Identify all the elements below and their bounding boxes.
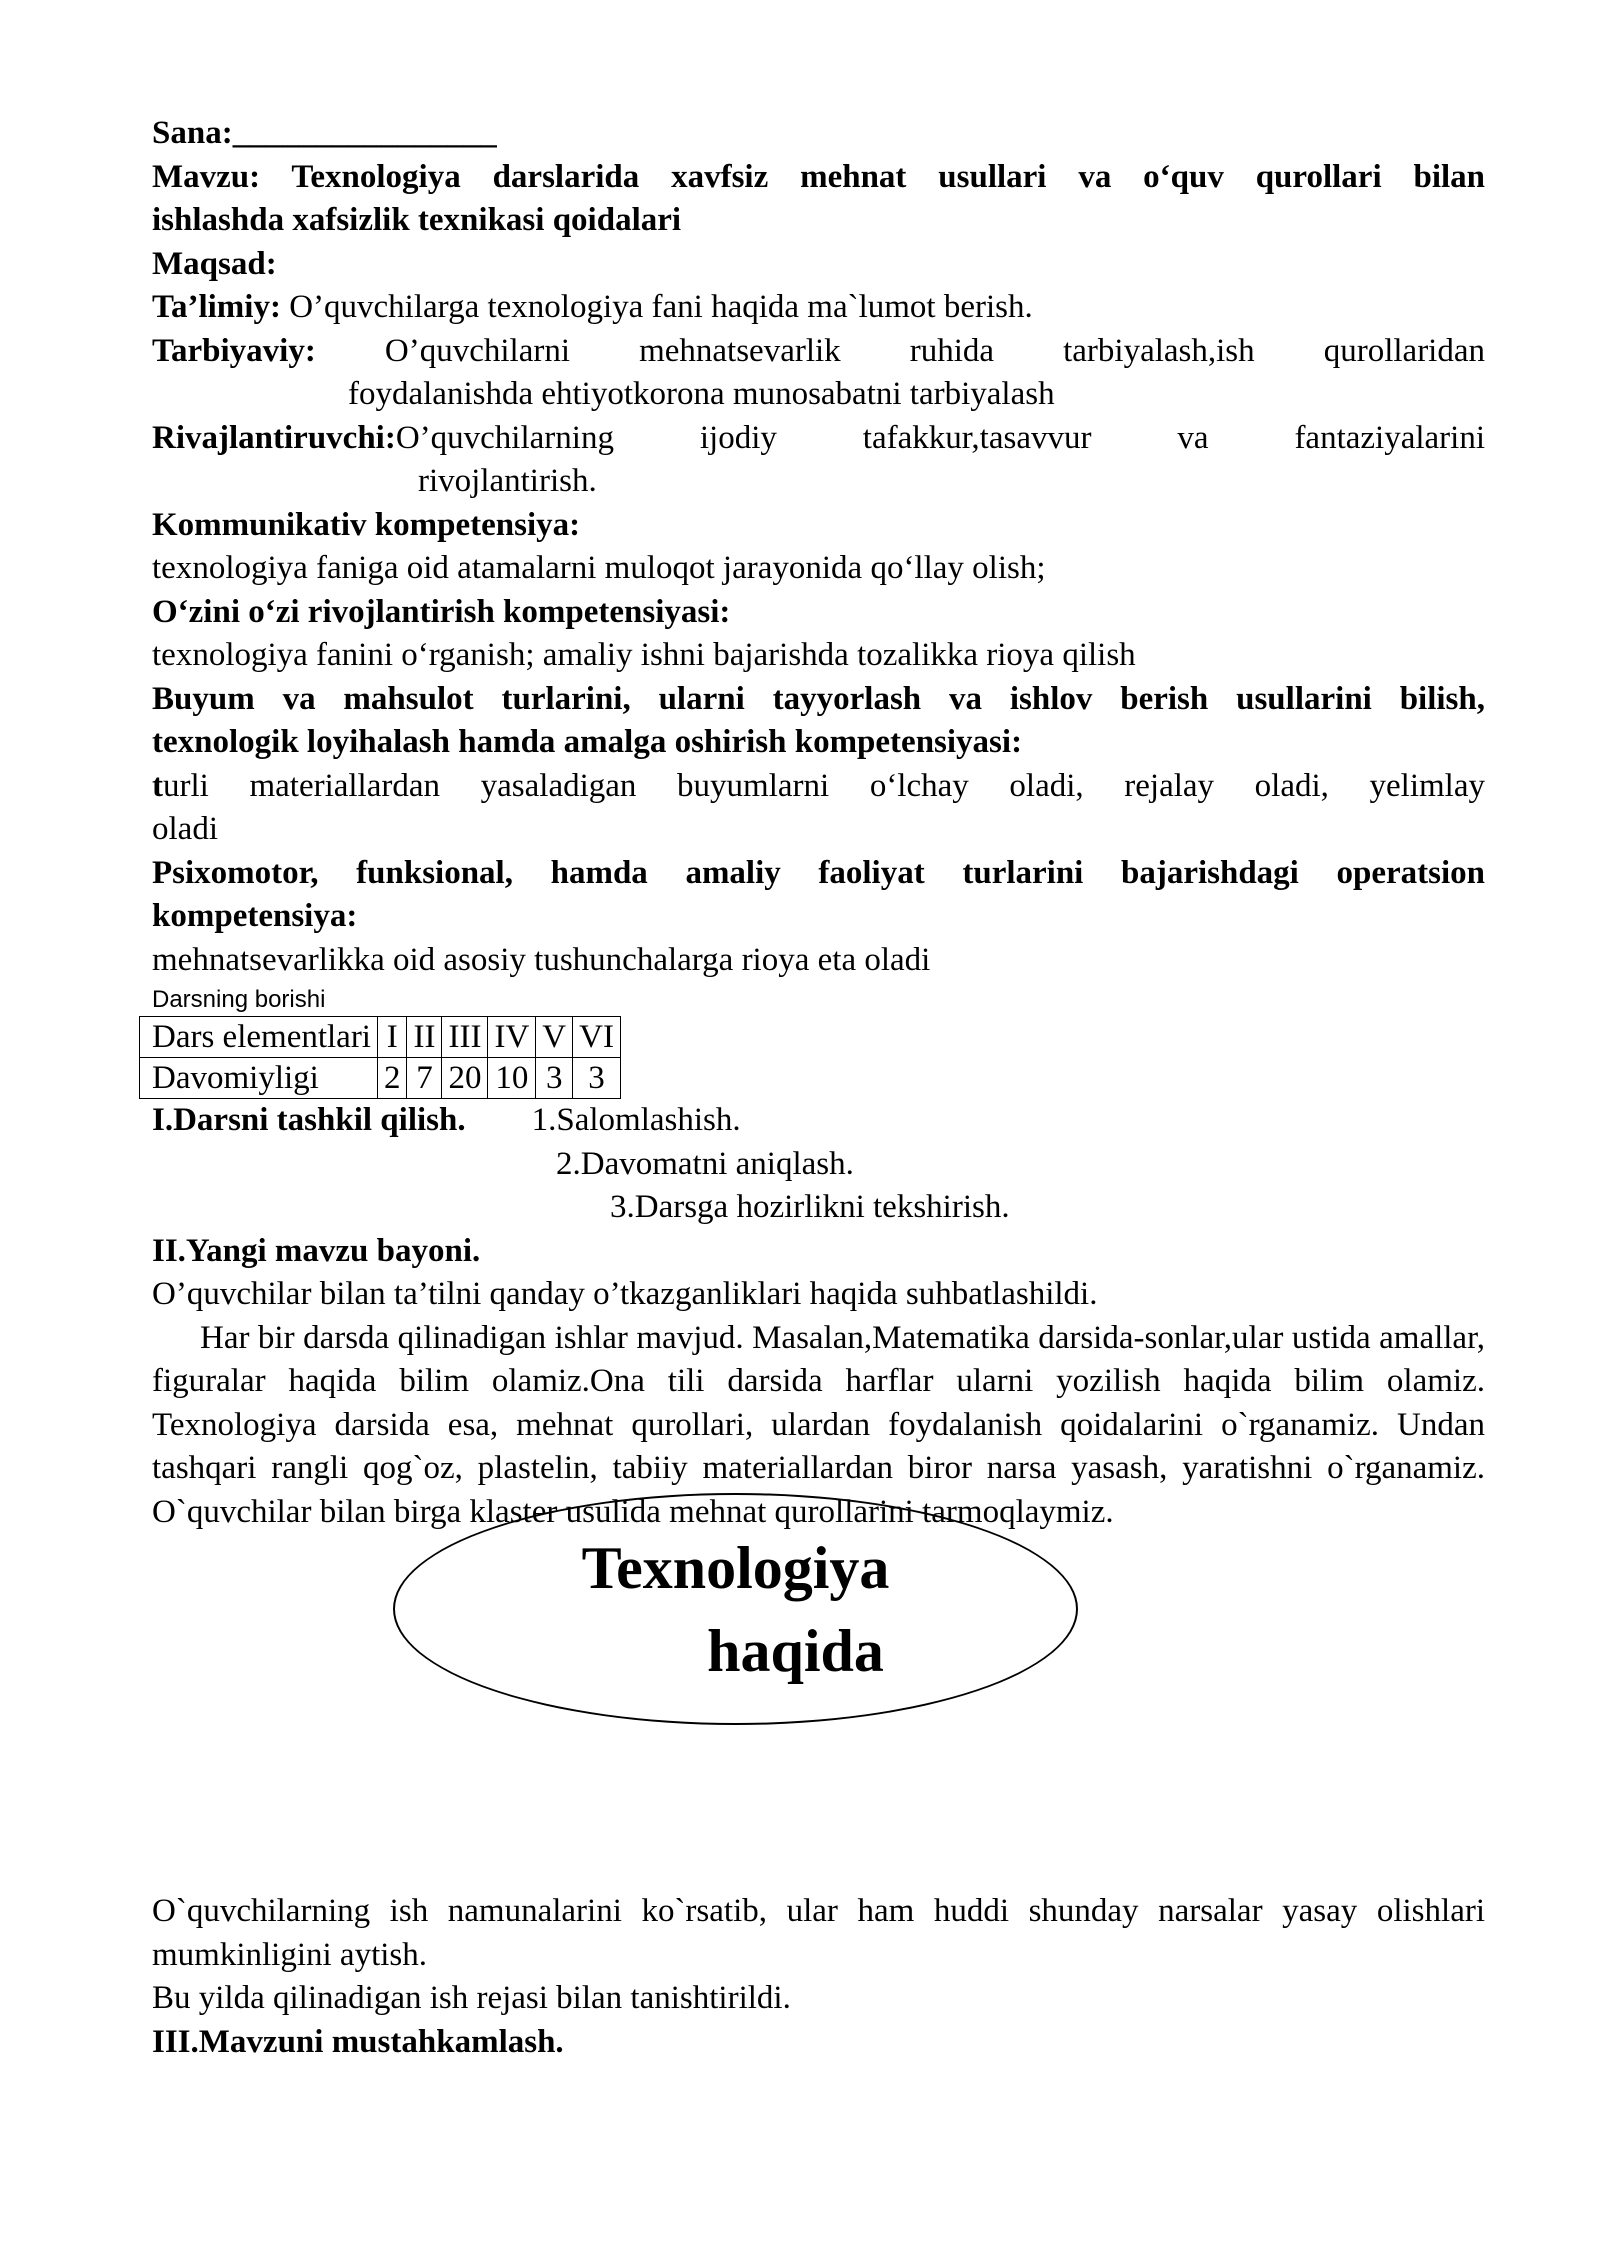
communicative-text: texnologiya faniga oid atamalarni muloqot jarayonida qo‘llay olish; (152, 550, 1046, 586)
developmental-label: Rivajlantiruvchi: (152, 419, 396, 456)
table-cell: V (536, 1017, 573, 1058)
cluster-oval (393, 1493, 1078, 1725)
table-cell: VI (573, 1017, 621, 1058)
products-text-rest: urli materiallardan yasaladigan buyumlarni o‘lchay oladi, rejalay oladi, yelimlay (163, 767, 1485, 804)
topic-line-2: ishlashda xafsizlik texnikasi qoidalari (152, 202, 682, 238)
educational-text: O’quvchilarga texnologiya fani haqida ma`lumot berish. (289, 289, 1033, 325)
upbringing-text-1: O’quvchilarni mehnatsevarlik ruhida tarbiyalash,ish qurollaridan (384, 332, 1486, 369)
after-paragraph-1: O`quvchilarning ish namunalarini ko`rsatib, ular ham huddi shunday narsalar yasay olishlari mumkinligini aytish. (152, 1893, 1485, 1973)
cluster-title-line-1: Texnologiya (581, 1535, 890, 1601)
date-blank: ________________ (232, 115, 497, 151)
goal-label: Maqsad: (152, 245, 277, 282)
developmental-text-1: O’quvchilarning ijodiy tafakkur,tasavvur va fantaziyalarini (395, 419, 1485, 456)
psychomotor-heading-1: Psixomotor, funksional, hamda amaliy faoliyat turlarini bajarishdagi operatsion (152, 854, 1485, 891)
communicative-heading: Kommunikativ kompetensiya: (152, 506, 581, 543)
table-cell: 10 (488, 1058, 536, 1099)
educational-goal (152, 286, 1485, 330)
cluster-oval-shape (393, 1493, 1078, 1725)
lesson-timing-table (139, 1016, 621, 1099)
products-heading-2: texnologik loyihalash hamda amalga oshirish kompetensiyasi: (152, 724, 1023, 760)
document-tail (152, 1890, 1485, 2064)
table-cell: 3 (536, 1058, 573, 1099)
topic-line-1 (152, 156, 1485, 200)
cluster-title-line-2: haqida (707, 1618, 884, 1684)
lesson-flow-caption: Darsning borishi (152, 986, 326, 1013)
date-label: Sana: (152, 115, 233, 151)
self-development-text: texnologiya fanini o‘rganish; amaliy ishni bajarishda tozalikka rioya qilish (152, 637, 1136, 673)
table-row (140, 1017, 621, 1058)
products-heading-1: Buyum va mahsulot turlarini, ularni tayyorlash va ishlov berish usullarini bilish, (152, 680, 1485, 717)
table-cell: II (407, 1017, 442, 1058)
table-cell: I (377, 1017, 407, 1058)
table-cell: 20 (442, 1058, 488, 1099)
topic-label: Mavzu: (152, 158, 261, 195)
table-cell: Davomiyligi (140, 1058, 378, 1099)
upbringing-label: Tarbiyaviy: (152, 332, 316, 369)
self-development-heading: O‘zini o‘zi rivojlantirish kompetensiyasi: (152, 593, 731, 630)
psychomotor-heading-2: kompetensiya: (152, 898, 358, 934)
section-1-heading: I.Darsni tashkil qilish. (152, 1102, 466, 1138)
products-text-initial: t (152, 767, 163, 804)
section-1-item-3: 3.Darsga hozirlikni tekshirish. (610, 1189, 1010, 1225)
developmental-text-2: rivojlantirish. (418, 463, 597, 499)
section-1-item-2: 2.Davomatni aniqlash. (556, 1145, 854, 1182)
section-1-line (152, 1099, 1485, 1143)
document-body (152, 112, 1485, 1534)
section-2-heading: II.Yangi mavzu bayoni. (152, 1232, 481, 1269)
table-cell: III (442, 1017, 488, 1058)
table-cell: 3 (573, 1058, 621, 1099)
table-cell: 7 (407, 1058, 442, 1099)
topic-text-1: Texnologiya darslarida xavfsiz mehnat usullari va o‘quv qurollari bilan (291, 158, 1486, 195)
table-cell: Dars elementlari (140, 1017, 378, 1058)
developmental-goal-line-1 (152, 417, 1485, 461)
upbringing-goal-line-1 (152, 330, 1485, 374)
date-line (152, 112, 1485, 156)
section-3-heading: III.Mavzuni mustahkamlash. (152, 2023, 564, 2060)
products-text-2: oladi (152, 811, 218, 847)
after-paragraph-2: Bu yilda qilinadigan ish rejasi bilan tanishtirildi. (152, 1980, 791, 2016)
upbringing-text-2: foydalanishda ehtiyotkorona munosabatni tarbiyalash (348, 376, 1055, 412)
table-row (140, 1058, 621, 1099)
educational-label: Ta’limiy: (152, 289, 281, 325)
psychomotor-text: mehnatsevarlikka oid asosiy tushunchalarga rioya eta oladi (152, 941, 931, 978)
section-1-item-1: 1.Salomlashish. (531, 1102, 741, 1138)
products-text-1 (152, 765, 1485, 809)
table-cell: 2 (377, 1058, 407, 1099)
section-2-paragraph-2: Har bir darsda qilinadigan ishlar mavjud. Masalan,Matematika darsida-sonlar,ular ustida amallar, figuralar haqida bilim olamiz.Ona tili darsida harflar ularni yozilish haqida bilim olamiz. Texnologiya darsida esa, mehnat qurollari, ulardan foydalanish qoidalarini o`rganamiz. Undan tashqari rangli qog`oz, plastelin, tabiiy materiallardan biror narsa yasash, yaratishni o`rganamiz. O`quvchilar bilan birga klaster usulida mehnat qurollarini tarmoqlaymiz. (152, 1319, 1485, 1530)
table-cell: IV (488, 1017, 536, 1058)
section-2-paragraph-1: O’quvchilar bilan ta’tilni qanday o’tkazganliklari haqida suhbatlashildi. (152, 1276, 1098, 1312)
